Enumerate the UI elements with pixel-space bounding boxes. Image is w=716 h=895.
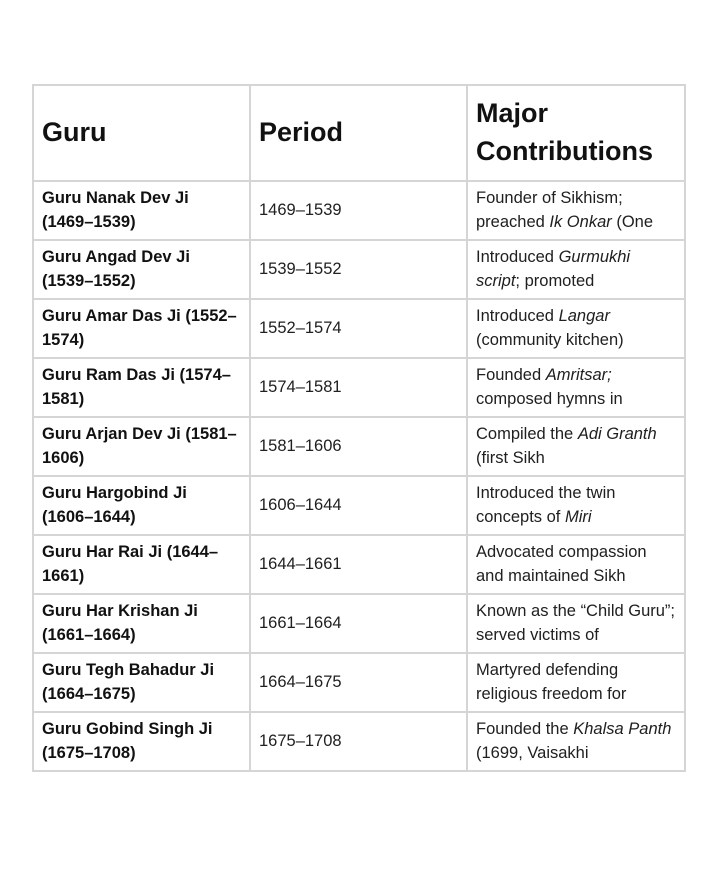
contribution-text: Introduced: [476, 247, 559, 266]
contribution-text: (first Sikh: [476, 448, 545, 467]
table-row: [33, 181, 685, 240]
guru-name-cell: Guru Angad Dev Ji (1539–1552): [33, 240, 250, 299]
table-row: [33, 417, 685, 476]
contribution-cell: [467, 417, 685, 476]
contribution-cell: [467, 299, 685, 358]
contribution-italic-text: Ik Onkar: [549, 212, 612, 231]
contribution-text: composed hymns in: [476, 389, 623, 408]
contribution-cell: [467, 358, 685, 417]
contribution-cell: [467, 535, 685, 594]
contribution-text: Founder of Sikhism; preached: [476, 188, 623, 231]
guru-table: [32, 84, 686, 772]
period-cell: 1469–1539: [250, 181, 467, 240]
contribution-text: Compiled the: [476, 424, 578, 443]
contribution-cell: [467, 476, 685, 535]
period-cell: 1644–1661: [250, 535, 467, 594]
contribution-text: (community kitchen): [476, 330, 624, 349]
contribution-text: Founded: [476, 365, 546, 384]
col-header-major-contributions: Major Contributions: [467, 85, 685, 181]
contribution-cell: [467, 712, 685, 771]
contribution-cell: [467, 594, 685, 653]
period-cell: 1606–1644: [250, 476, 467, 535]
table-row: [33, 240, 685, 299]
table-row: [33, 535, 685, 594]
col-header-guru: Guru: [33, 85, 250, 181]
period-cell: 1552–1574: [250, 299, 467, 358]
period-cell: 1539–1552: [250, 240, 467, 299]
guru-name-cell: Guru Gobind Singh Ji (1675–1708): [33, 712, 250, 771]
contribution-text: (One: [611, 212, 654, 231]
contribution-text: Martyred defending religious freedom for: [476, 660, 627, 703]
table-row: [33, 358, 685, 417]
period-cell: 1574–1581: [250, 358, 467, 417]
period-cell: 1664–1675: [250, 653, 467, 712]
contribution-cell: [467, 653, 685, 712]
contribution-text: Founded the: [476, 719, 574, 738]
guru-name-cell: Guru Tegh Bahadur Ji (1664–1675): [33, 653, 250, 712]
contribution-cell: [467, 240, 685, 299]
guru-name-cell: Guru Har Krishan Ji (1661–1664): [33, 594, 250, 653]
guru-name-cell: Guru Arjan Dev Ji (1581–1606): [33, 417, 250, 476]
guru-name-cell: Guru Har Rai Ji (1644–1661): [33, 535, 250, 594]
contribution-italic-text: Adi Granth: [577, 424, 657, 443]
period-cell: 1661–1664: [250, 594, 467, 653]
table-body: [33, 181, 685, 771]
contribution-text: ; promoted: [515, 271, 595, 290]
guru-name-cell: Guru Amar Das Ji (1552–1574): [33, 299, 250, 358]
table-row: [33, 653, 685, 712]
contribution-text: Known as the “Child Guru”; served victims of: [476, 601, 676, 644]
table-row: [33, 476, 685, 535]
table-row: [33, 594, 685, 653]
table-row: [33, 712, 685, 771]
contribution-italic-text: Amritsar;: [545, 365, 612, 384]
guru-name-cell: Guru Ram Das Ji (1574–1581): [33, 358, 250, 417]
contribution-italic-text: Langar: [558, 306, 610, 325]
guru-name-cell: Guru Nanak Dev Ji (1469–1539): [33, 181, 250, 240]
col-header-period: Period: [250, 85, 467, 181]
period-cell: 1675–1708: [250, 712, 467, 771]
contribution-cell: [467, 181, 685, 240]
contribution-italic-text: Khalsa Panth: [573, 719, 672, 738]
contribution-text: Advocated compassion and maintained Sikh: [476, 542, 647, 585]
contribution-text: Introduced the twin concepts of: [476, 483, 616, 526]
table-row: [33, 299, 685, 358]
period-cell: 1581–1606: [250, 417, 467, 476]
contribution-text: Introduced: [476, 306, 559, 325]
contribution-italic-text: Gurmukhi script: [476, 247, 631, 290]
header-row: [33, 85, 685, 181]
contribution-text: (1699, Vaisakhi: [476, 743, 589, 762]
contribution-italic-text: Miri: [564, 507, 592, 526]
guru-name-cell: Guru Hargobind Ji (1606–1644): [33, 476, 250, 535]
